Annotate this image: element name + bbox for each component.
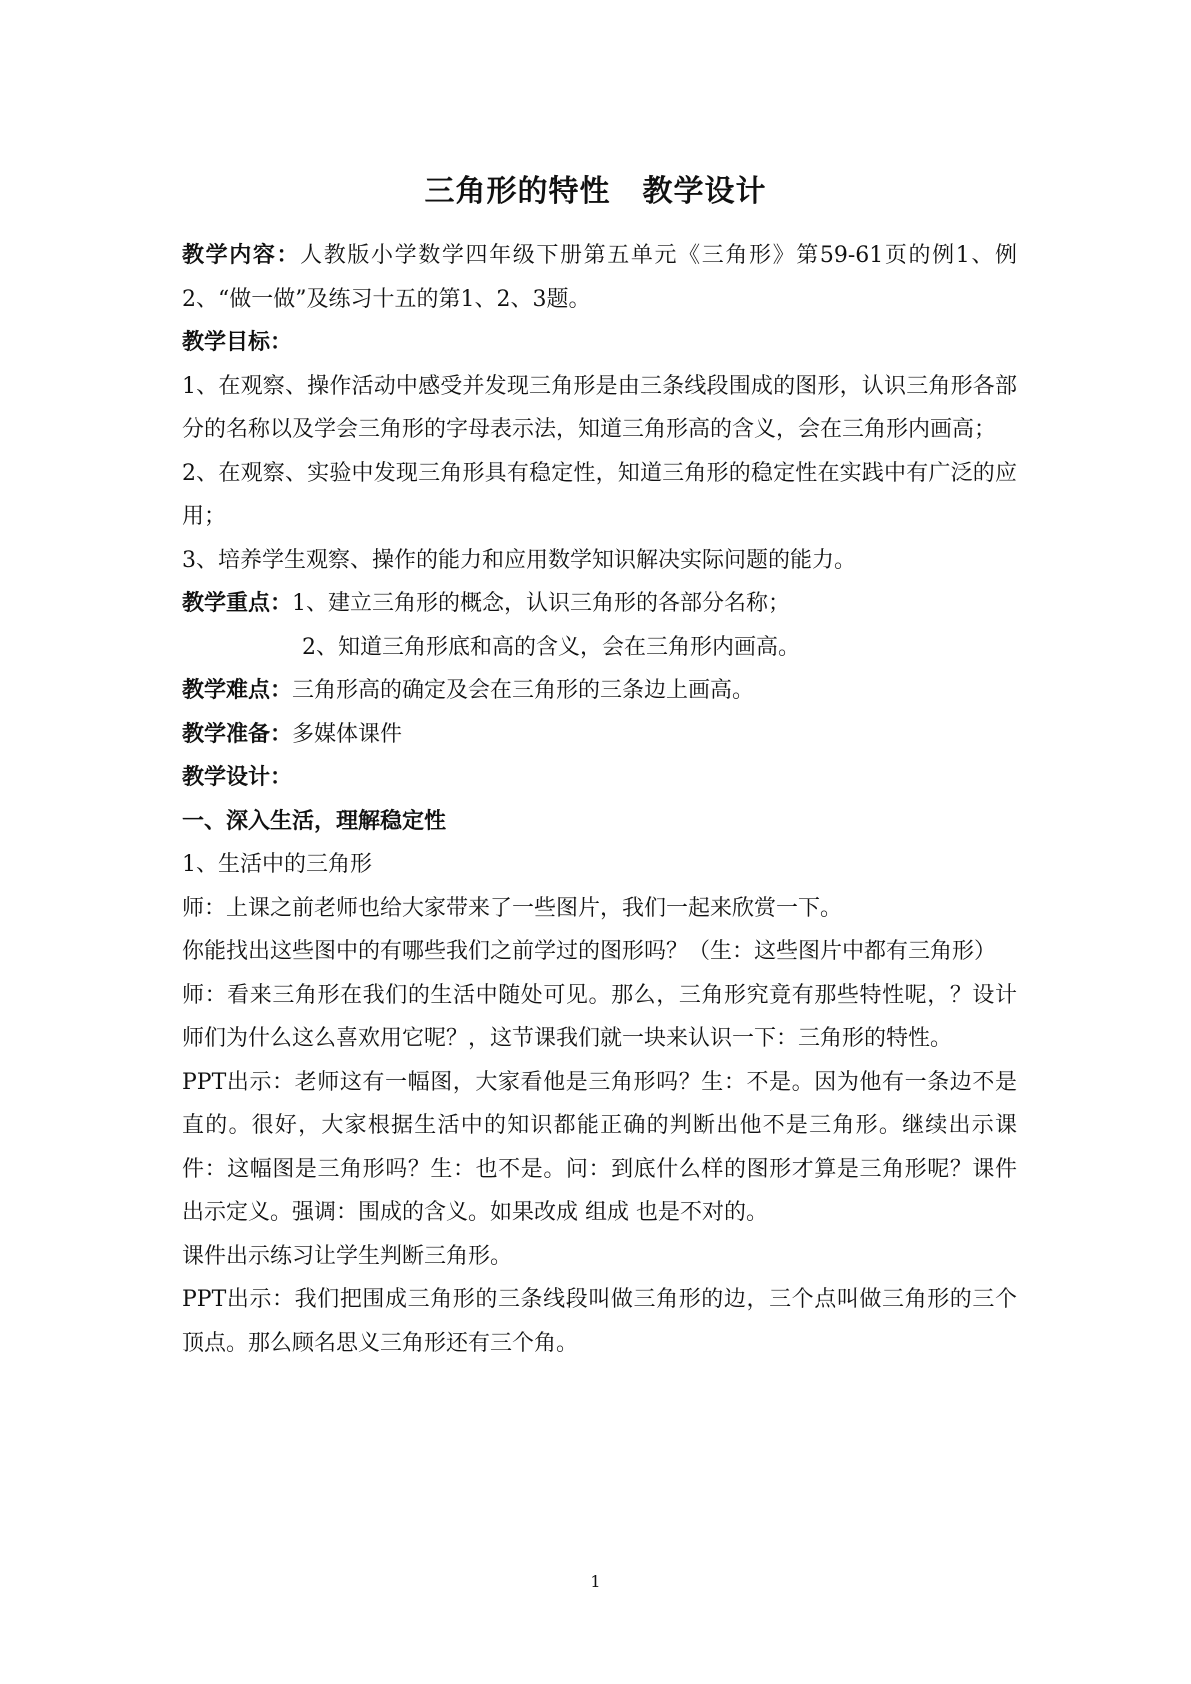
teaching-content-label: 教学内容： xyxy=(182,243,301,268)
title-main: 三角形的特性 xyxy=(424,174,611,209)
paragraph-1: 师：上课之前老师也给大家带来了一些图片，我们一起来欣赏一下。 xyxy=(182,895,843,921)
page-number: 1 xyxy=(590,1572,601,1591)
title-sub: 教学设计 xyxy=(642,174,767,209)
paragraph-4: PPT出示：老师这有一幅图，大家看他是三角形吗？生：不是。因为他有一条边不是直的。很好，大家根据生活中的知识都能正确的判断出他不是三角形。继续出示课件：这幅图是三角形吗？生：也不是。问：到底什么样的图形才算是三角形呢？课件出示定义。强调：围成的含义。如果改成 组成 也是不对的。 xyxy=(182,1069,1017,1225)
difficulty-paragraph xyxy=(182,669,1017,713)
paragraph-5: 课件出示练习让学生判断三角形。 xyxy=(182,1243,513,1269)
paragraph-6: PPT出示：我们把围成三角形的三条线段叫做三角形的边，三个点叫做三角形的三个顶点。那么顾名思义三角形还有三个角。 xyxy=(182,1287,1017,1356)
document-body xyxy=(182,234,1017,1365)
objective-2: 2、在观察、实验中发现三角形具有稳定性，知道三角形的稳定性在实践中有广泛的应用； xyxy=(182,460,1017,529)
objective-1: 1、在观察、操作活动中感受并发现三角形是由三条线段围成的图形，认识三角形各部分的名称以及学会三角形的字母表示法，知道三角形高的含义，会在三角形内画高； xyxy=(182,373,1017,442)
teaching-content-paragraph xyxy=(182,234,1017,321)
key-points-paragraph xyxy=(182,582,1017,626)
difficulty-text: 三角形高的确定及会在三角形的三条边上画高。 xyxy=(292,678,755,703)
teaching-content-text: 人教版小学数学四年级下册第五单元《三角形》第59-61页的例1、例2、“做一做”及练习十五的第1、2、3题。 xyxy=(182,243,1017,312)
design-heading: 教学设计： xyxy=(182,765,293,790)
objective-3: 3、培养学生观察、操作的能力和应用数学知识解决实际问题的能力。 xyxy=(182,547,856,573)
preparation-label: 教学准备： xyxy=(182,721,293,747)
page-title xyxy=(0,166,1191,210)
difficulty-label: 教学难点： xyxy=(182,678,293,703)
preparation-paragraph xyxy=(182,713,1017,757)
preparation-text: 多媒体课件 xyxy=(292,721,403,747)
key-point-2: 2、知道三角形底和高的含义，会在三角形内画高。 xyxy=(302,634,800,660)
objectives-heading: 教学目标： xyxy=(182,330,293,355)
paragraph-2: 你能找出这些图中的有哪些我们之前学过的图形吗？（生：这些图片中都有三角形） xyxy=(182,939,997,964)
subsection-1-heading: 1、生活中的三角形 xyxy=(182,852,372,877)
key-points-label: 教学重点： xyxy=(182,591,293,616)
section-1-heading: 一、深入生活，理解稳定性 xyxy=(182,808,447,834)
key-point-1: 1、建立三角形的概念，认识三角形的各部分名称； xyxy=(292,591,791,616)
paragraph-3: 师：看来三角形在我们的生活中随处可见。那么，三角形究竟有那些特性呢，？设计师们为什么这么喜欢用它呢？，这节课我们就一块来认识一下：三角形的特性。 xyxy=(182,982,1017,1051)
